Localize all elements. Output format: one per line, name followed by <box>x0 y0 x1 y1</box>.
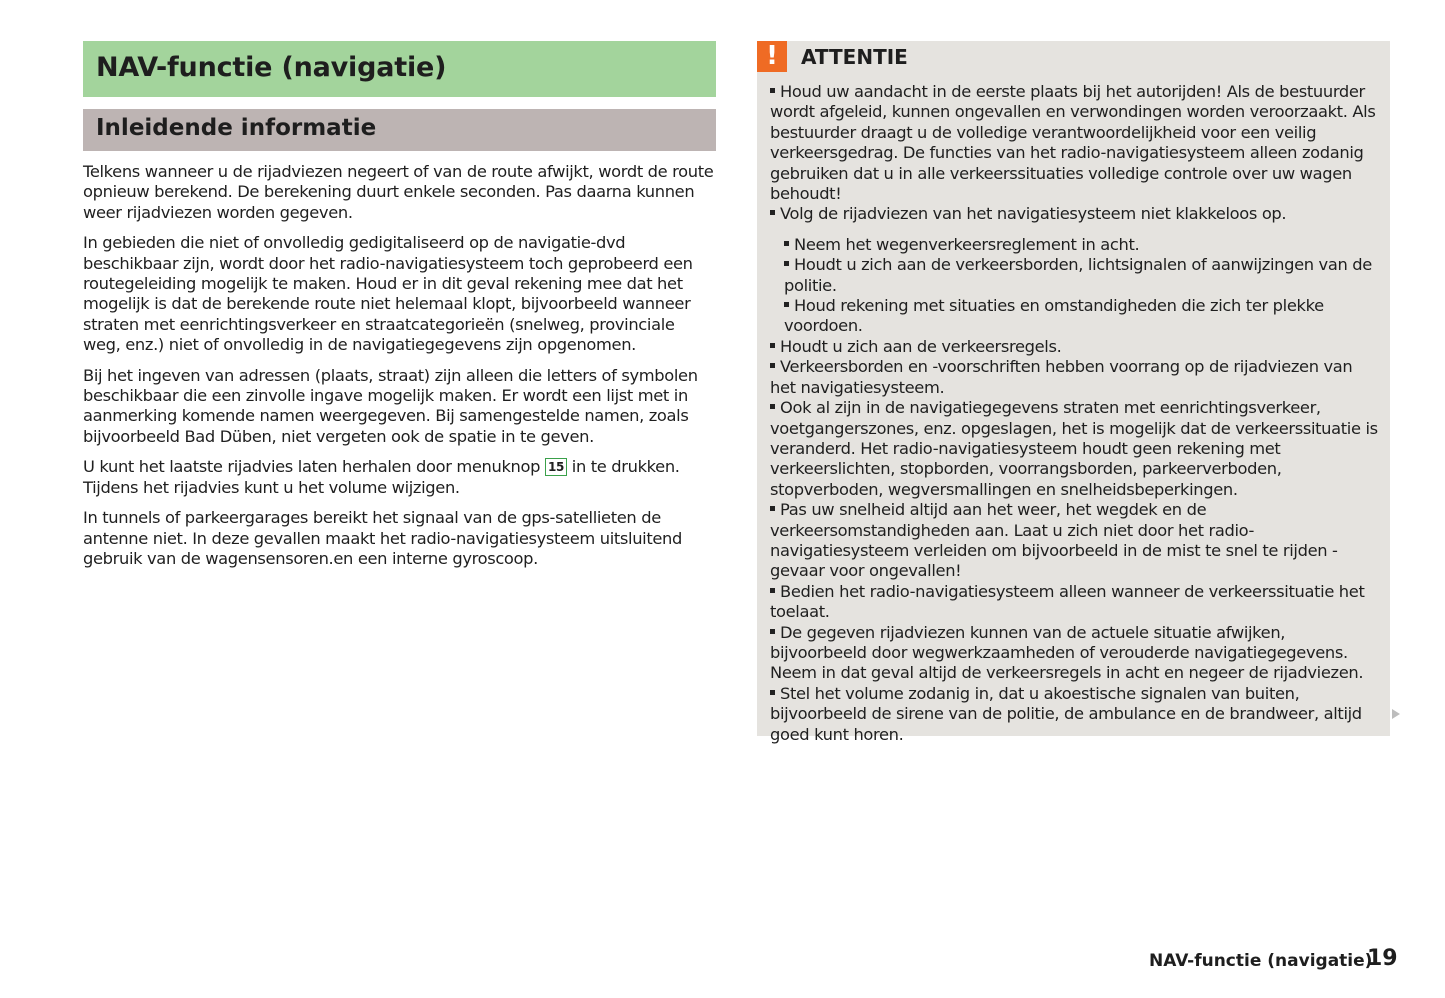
warning-item <box>770 684 1380 745</box>
bullet-icon <box>770 88 775 93</box>
bullet-icon <box>770 363 775 368</box>
warning-item <box>770 337 1380 357</box>
bullet-icon <box>770 629 775 634</box>
warning-box <box>757 41 1390 744</box>
warning-item-text: Houdt u zich aan de verkeersborden, lichtsignalen of aanwijzingen van de politie. <box>784 255 1372 295</box>
warning-item-text: Houd uw aandacht in de eerste plaats bij het autorijden! Als de bestuurder wordt afgeleid, kunnen ongevallen en verwondingen worden veroorzaakt. Als bestuurder draagt u de volledige verantwoordelijkheid voor een veilig verkeersgedrag. De functies van het radio-navigatiesysteem alleen zodanig gebruiken dat u in alle verkeerssituaties volledige controle over uw wagen behoudt! <box>770 82 1376 204</box>
paragraph-menu-key <box>83 457 716 498</box>
bullet-icon <box>770 690 775 695</box>
warning-item-text: Houd rekening met situaties en omstandigheden die zich ter plekke voordoen. <box>784 296 1324 336</box>
bullet-icon <box>784 261 789 266</box>
section-heading: Inleidende informatie <box>83 109 716 151</box>
warning-list <box>757 74 1390 745</box>
paragraph: Telkens wanneer u de rijadviezen negeert of van de route afwijkt, wordt de route opnieuw berekend. De berekening duurt enkele seconden. Pas daarna kunnen weer rijadviezen worden gegeven. <box>83 162 714 222</box>
paragraph: In tunnels of parkeergarages bereikt het signaal van de gps-satellieten de antenne niet. In deze gevallen maakt het radio-navigatiesysteem uitsluitend gebruik van de wagensensoren.en een interne gyroscoop. <box>83 508 683 568</box>
bullet-icon <box>784 241 789 246</box>
bullet-icon <box>770 210 775 215</box>
page-number: 19 <box>1367 946 1398 971</box>
bullet-icon <box>770 506 775 511</box>
warning-item <box>770 357 1380 398</box>
warning-subitem <box>784 296 1380 337</box>
warning-item-text: Neem het wegenverkeersreglement in acht. <box>794 234 1140 254</box>
paragraph-text: in te drukken. Tijdens het rijadvies kunt u het volume wijzigen. <box>83 457 680 497</box>
warning-item <box>770 500 1380 582</box>
warning-subitem <box>784 235 1380 255</box>
paragraph: Bij het ingeven van adressen (plaats, straat) zijn alleen die letters of symbolen beschikbaar die een zinvolle ingave mogelijk maken. Er wordt een lijst met in aanmerking komende namen weergegeven. Bij samengestelde namen, zoals bijvoorbeeld Bad Düben, niet vergeten ook de spatie in te geven. <box>83 365 698 446</box>
warning-item <box>770 82 1380 204</box>
paragraph-text: U kunt het laatste rijadvies laten herhalen door menuknop <box>83 457 545 477</box>
warning-item <box>770 204 1380 224</box>
menu-key-15: 15 <box>545 458 567 476</box>
warning-item <box>770 623 1380 684</box>
warning-item-text: Bedien het radio-navigatiesysteem alleen wanneer de verkeerssituatie het toelaat. <box>770 581 1365 622</box>
warning-item-text: Pas uw snelheid altijd aan het weer, het wegdek en de verkeersomstandigheden aan. Laat u zich niet door het radio-navigatiesysteem verleiden om bijvoorbeeld in de mist te snel te rijden - gevaar voor ongevallen! <box>770 500 1338 581</box>
warning-title: ATTENTIE <box>801 45 908 69</box>
warning-item-text: Volg de rijadviezen van het navigatiesysteem niet klakkeloos op. <box>780 204 1287 224</box>
continue-arrow-icon <box>1392 709 1400 719</box>
warning-item-text: Houdt u zich aan de verkeersregels. <box>780 336 1062 356</box>
bullet-icon <box>770 343 775 348</box>
page-title: NAV-functie (navigatie) <box>83 41 716 97</box>
warning-header <box>757 41 1390 74</box>
footer-section-title: NAV-functie (navigatie) <box>1149 951 1373 971</box>
warning-sublist <box>784 235 1380 337</box>
warning-item <box>770 582 1380 623</box>
warning-item-text: Stel het volume zodanig in, dat u akoestische signalen van buiten, bijvoorbeeld de sirene van de politie, de ambulance en de brandweer, altijd goed kunt horen. <box>770 683 1362 744</box>
paragraph: In gebieden die niet of onvolledig gedigitaliseerd op de navigatie-dvd beschikbaar zijn, wordt door het radio-navigatiesysteem toch geprobeerd een routegeleiding mogelijk te maken. Houd er in dit geval rekening mee dat het mogelijk is dat de berekende route niet helemaal klopt, bijvoorbeeld wanneer straten met eenrichtingsverkeer en straatcategorieën (snelweg, provinciale weg, enz.) niet of onvolledig in de navigatiegegevens zijn opgenomen. <box>83 233 693 355</box>
exclamation-icon: ! <box>757 41 787 72</box>
warning-subitem <box>784 255 1380 296</box>
bullet-icon <box>770 588 775 593</box>
warning-item <box>770 398 1380 500</box>
warning-item-text: Verkeersborden en -voorschriften hebben voorrang op de rijadviezen van het navigatiesysteem. <box>770 357 1353 397</box>
bullet-icon <box>770 404 775 409</box>
left-column <box>83 41 716 579</box>
bullet-icon <box>784 302 789 307</box>
warning-item-text: Ook al zijn in de navigatiegegevens straten met eenrichtingsverkeer, voetgangerszones, enz. opgeslagen, het is mogelijk dat de verkeerssituatie is veranderd. Het radio-navigatiesysteem houdt geen rekening met verkeerslichten, stopborden, voorrangsborden, parkeerverboden, stopverboden, wegversmallingen en snelheidsbeperkingen. <box>770 398 1378 499</box>
body-text <box>83 162 716 569</box>
warning-item-text: De gegeven rijadviezen kunnen van de actuele situatie afwijken, bijvoorbeeld door wegwerkzaamheden of verouderde navigatiegegevens. Neem in dat geval altijd de verkeersregels in acht en negeer de rijadviezen. <box>770 622 1364 683</box>
